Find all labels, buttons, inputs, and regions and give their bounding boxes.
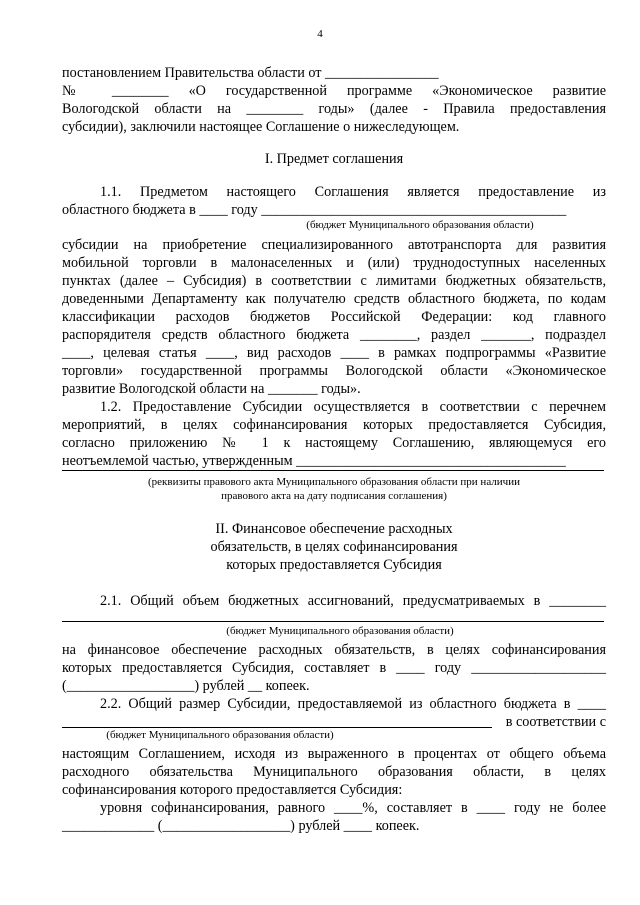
section-title: которых предоставляется Субсидия (226, 557, 442, 573)
text-line: (__________________) рублей __ копеек. (62, 678, 310, 694)
blank-line (62, 470, 604, 471)
text-line: субсидии на приобретение специализированного автотранспорта для развития (62, 237, 606, 253)
text-line: субсидии), заключили настоящее Соглашение о нижеследующем. (62, 119, 460, 135)
caption: (бюджет Муниципального образования области) (106, 729, 334, 741)
text-line: софинансирования которого предоставляется Субсидия: (62, 782, 403, 798)
text-line: в соответствии с (505, 714, 606, 730)
text-line: настоящим Соглашением, исходя из выраженного в процентах от общего объема (62, 746, 606, 762)
text-line: _____________ (__________________) рублей ____ копеек. (62, 818, 420, 834)
text-line: № ________ «О государственной программе «Экономическое развитие (62, 83, 606, 99)
text-line: 2.2. Общий размер Субсидии, предоставляемой из областного бюджета в ____ (100, 696, 606, 712)
text-line: Вологодской области на ________ годы» (далее - Правила предоставления (62, 101, 606, 117)
text-line: мобильной торговли в малонаселенных и (или) труднодоступных населенных (62, 255, 606, 271)
text-line: постановлением Правительства области от ________________ (62, 65, 439, 81)
text-line: областного бюджета в ____ году ___________________________________________ (62, 202, 567, 218)
text-line: уровня софинансирования, равного ____%, составляет в ____ году не более (100, 800, 606, 816)
text-line: 1.2. Предоставление Субсидии осуществляется в соответствии с перечнем (100, 399, 606, 415)
text-line: 1.1. Предметом настоящего Соглашения является предоставление из (100, 184, 606, 200)
text-line: мероприятий, в целях софинансирования которых предоставляется Субсидия, (62, 417, 606, 433)
section-title: I. Предмет соглашения (264, 151, 404, 167)
caption: (бюджет Муниципального образования области) (306, 219, 534, 231)
text-line: согласно приложению № 1 к настоящему Соглашению, являющемуся его (62, 435, 606, 451)
text-line: классификации расходов бюджетов Российской Федерации: код главного (62, 309, 606, 325)
section-title: обязательств, в целях софинансирования (210, 539, 458, 555)
text-line: 2.1. Общий объем бюджетных ассигнований, предусматриваемых в ________ (100, 593, 606, 609)
text-line: распорядителя средств областного бюджета ________, раздел _______, подраздел (62, 327, 606, 343)
text-line: пунктах (далее – Субсидия) в соответствии с лимитами бюджетных обязательств, (62, 273, 606, 289)
text-line: на финансовое обеспечение расходных обязательств, в целях софинансирования (62, 642, 606, 658)
text-line: торговли» государственной программы Вологодской области «Экономическое (62, 363, 606, 379)
text-line: расходного обязательства Муниципального образования области, в целях (62, 764, 606, 780)
caption: (реквизиты правового акта Муниципального образования области при наличии (148, 476, 520, 488)
caption: (бюджет Муниципального образования области) (226, 625, 454, 637)
page-number: 4 (317, 28, 323, 40)
text-line: доведенными Департаменту как получателю средств областного бюджета, по кодам (62, 291, 606, 307)
blank-line (62, 621, 604, 622)
text-line: ____, целевая статья ____, вид расходов ____ в рамках подпрограммы «Развитие (62, 345, 606, 361)
text-line: которых предоставляется Субсидия, составляет в ____ году ___________________ (62, 660, 606, 676)
text-line: развитие Вологодской области на _______ годы». (62, 381, 361, 397)
caption: правового акта на дату подписания соглашения) (221, 490, 447, 502)
section-title: II. Финансовое обеспечение расходных (215, 521, 453, 537)
text-line: неотъемлемой частью, утвержденным ______________________________________ (62, 453, 566, 469)
